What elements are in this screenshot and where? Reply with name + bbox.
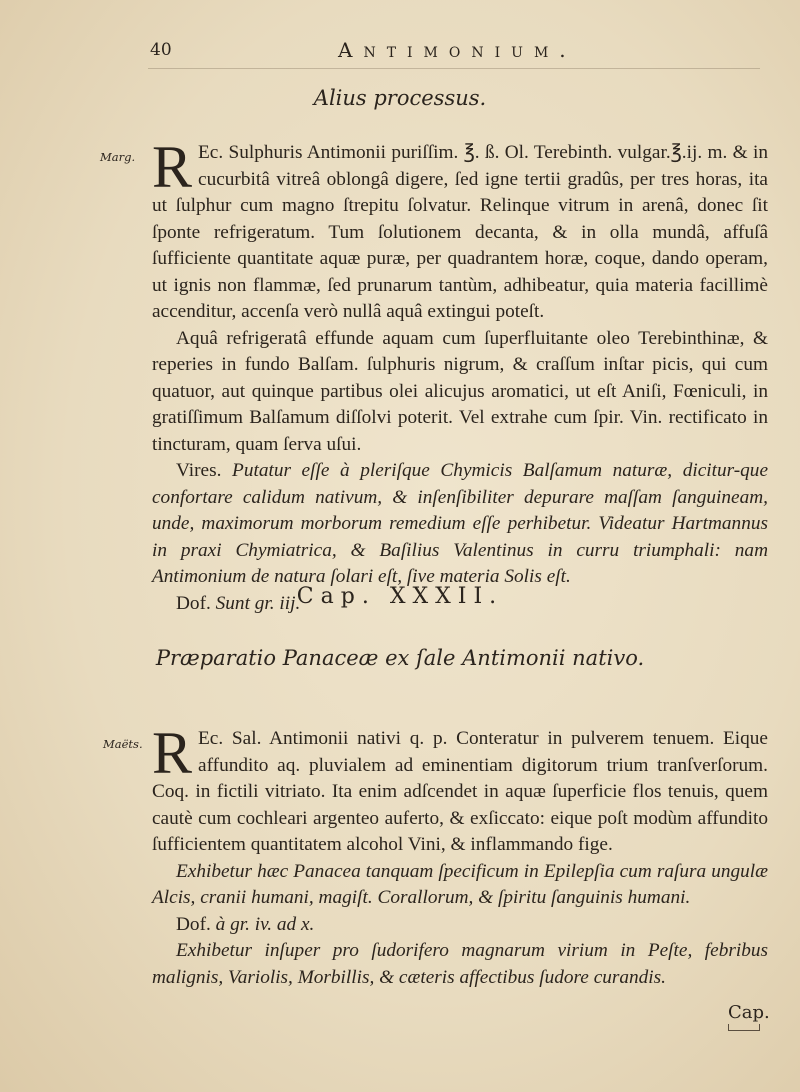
section1-paragraph1 xyxy=(152,134,768,326)
running-head xyxy=(150,38,750,68)
catchword: Cap. xyxy=(728,1002,770,1023)
catchword-bracket xyxy=(728,1024,760,1031)
vires-label: Vires. xyxy=(176,460,222,481)
section1-paragraph1-text: Ec. Sulphuris Antimonii puriſſim. ℥. ß. Ol. Terebinth. vulgar.℥.ij. m. & in cucurbitâ vitreâ oblongâ digere, ſed igne tertii gradûs, per tres horas, ita ut ſulphur cum magno ſtrepitu ſolvatur. Relinque vitrum in arenâ, donec ſit ſponte refrigeratum. Tum ſolutionem decanta, & in olla mundâ, affuſâ ſufficiente quantitate aquæ puræ, per quadrantem horæ, coque, dando operam, ut ignis non flammæ, ſed prunarum tantùm, adhibeatur, quia materia facillimè accenditur, accenſa verò nullâ aquâ extingui poteſt. xyxy=(152,142,768,322)
dose-text: Sunt gr. iij. xyxy=(215,592,301,614)
section2-body xyxy=(152,720,768,991)
section1-body xyxy=(152,134,769,617)
running-title: Antimonium. xyxy=(338,38,577,62)
margin-note-maets: Maëts. xyxy=(103,737,143,751)
section2-paragraph1-text: Ec. Sal. Antimonii nativi q. p. Conteratur in pulverem tenuem. Eique affundito aq. pluvialem ad eminentiam digitorum trium tranſverſorum. Coq. in fictili vitriato. Ita enim adſcendet in aquæ ſuperficie flos tenuis, quem cautè cum cochleari argenteo auferto, & exſiccato: eique poſt modùm affundito ſufficientem quantitatem alcohol Vini, & inflammando fige. xyxy=(152,728,768,855)
exhibetur-paragraph-2: Exhibetur inſuper pro ſudorifero magnarum virium in Peſte, febribus malignis, Variolis, Morbillis, & cæteris affectibus ſudore curandis. xyxy=(152,940,768,988)
section-heading: Alius processus. xyxy=(313,86,487,110)
chapter-heading: Cap. XXXII. xyxy=(296,584,504,609)
header-rule xyxy=(148,68,760,69)
drop-cap: R xyxy=(152,720,193,786)
dose-label: Dof. xyxy=(176,913,211,935)
vires-paragraph xyxy=(152,458,768,591)
vires-text: Putatur eſſe à pleriſque Chymicis Balſamum naturæ, dicitur-que confortare calidum nativum, & inſenſibiliter depurare maſſam ſanguineam, unde, maximorum morborum remedium eſſe perhibetur. Videatur Hartmannus in praxi Chymiatrica, & Baſilius Valentinus in curru triumphali: nam Antimonium de natura ſolari eſt, ſive materia Solis eſt. xyxy=(152,460,769,587)
exhibetur-paragraph-1: Exhibetur hæc Panacea tanquam ſpecificum in Epilepſia cum raſura ungulæ Alcis, cranii humani, magiſt. Corallorum, & ſpiritu ſanguinis humani. xyxy=(152,860,768,908)
dose-text: à gr. iv. ad x. xyxy=(215,913,315,935)
section2-paragraph1 xyxy=(152,720,768,859)
drop-cap: R xyxy=(152,134,193,200)
section1-paragraph2: Aquâ refrigeratâ effunde aquam cum ſuperfluitante oleo Terebinthinæ, & reperies in fundo Balſam. ſulphuris nigrum, & craſſum inſtar picis, qui cum quatuor, aut quinque partibus olei alicujus aromatici, ut eſt Aniſi, Fœniculi, in gratiſſimum Balſamum diſſolvi poterit. Vel extrahe cum ſpir. Vin. rectificato in tincturam, quam ſerva uſui. xyxy=(152,327,768,455)
dose-line-2 xyxy=(152,912,768,939)
dose-label: Dof. xyxy=(176,592,211,614)
margin-note-marg: Marg. xyxy=(100,150,136,164)
chapter-title: Præparatio Panaceæ ex ſale Antimonii nativo. xyxy=(155,646,645,670)
page-number: 40 xyxy=(150,40,172,60)
